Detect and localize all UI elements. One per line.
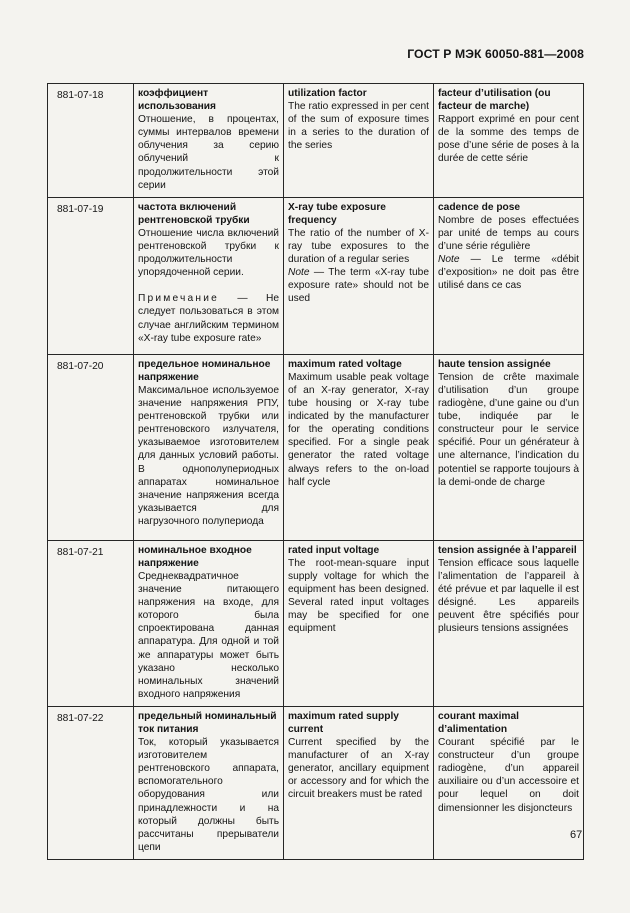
term-number: 881-07-21 <box>48 540 134 706</box>
english-definition: Maximum usable peak voltage of an X-ray generator, X-ray tube housing or X-ray tube indicated by the manufacturer for the operating conditions specified. For a single peak generator the rated voltage always refers to the on-load half cycle <box>288 371 429 488</box>
terms-table <box>47 83 584 860</box>
russian-definition: Ток, который указывается изготовителем рентгеновского аппарата, вспомогательного оборудования или принадлежности и на который должны быть рассчитаны прерыватели цепи <box>138 737 279 853</box>
french-definition: Tension efficace sous laquelle l’alimentation de l’appareil à été prévue et par laquelle il est désigné. Les appareils peuvent être spécifiés pour plusieurs tensions assignées <box>438 557 579 635</box>
russian-term: коэффициент использования <box>138 88 216 113</box>
russian-term: номинальное входное напряжение <box>138 544 252 569</box>
english-cell <box>284 706 434 859</box>
table-row <box>48 354 584 540</box>
french-term: cadence de pose <box>438 201 521 213</box>
french-term: haute tension assignée <box>438 358 551 370</box>
table-row <box>48 540 584 706</box>
russian-note-text: — Не следует пользоваться в этом случае английским термином «X-ray tube exposure rate» <box>138 293 279 344</box>
russian-cell <box>134 84 284 198</box>
french-definition: Courant spécifié par le constructeur d’un groupe radiogène, d’un appareil auxiliaire ou d’un accessoire et pour lequel on doit dimensionner les disjoncteurs <box>438 737 579 814</box>
english-cell <box>284 354 434 540</box>
table-row <box>48 706 584 859</box>
english-term: utilization factor <box>288 88 367 99</box>
term-number: 881-07-18 <box>48 84 134 198</box>
english-cell <box>284 540 434 706</box>
russian-term: предельное номинальное напряжение <box>138 358 271 383</box>
table-row <box>48 197 584 354</box>
french-cell <box>434 540 584 706</box>
term-number: 881-07-22 <box>48 706 134 859</box>
french-term: courant maximal d’alimentation <box>438 710 519 735</box>
english-definition: The root-mean-square input supply voltage for which the equipment has been designed. Several rated input voltages may be specified for one equipment <box>288 557 429 635</box>
english-definition: Current specified by the manufacturer of an X-ray generator, ancillary equipment or accessory and for which the circuit breakers must be rated <box>288 737 429 801</box>
french-note-text: — Le terme «débit d’exposition» ne doit pas être utilisé dans ce cas <box>438 254 579 292</box>
russian-definition: Отношение числа включений рентгеновской трубки к продолжительности упорядоченной серии. <box>138 227 279 279</box>
russian-cell <box>134 706 284 859</box>
english-note-text: — The term «X-ray tube exposure rate» should not be used <box>288 267 429 305</box>
french-cell <box>434 197 584 354</box>
term-number: 881-07-19 <box>48 197 134 354</box>
russian-definition: Отношение, в процентах, суммы интервалов времени облучения за серию облучений к продолжительности этой серии <box>138 114 279 191</box>
russian-term: предельный номинальный ток питания <box>138 710 277 735</box>
english-cell <box>284 197 434 354</box>
english-term: X-ray tube exposure frequency <box>288 201 386 226</box>
russian-note-label: Примечание <box>138 293 219 305</box>
russian-cell <box>134 540 284 706</box>
english-cell <box>284 84 434 198</box>
standard-header: ГОСТ Р МЭК 60050-881—2008 <box>407 47 584 61</box>
english-definition: The ratio of the number of X-ray tube exposures to the duration of a regular series <box>288 227 429 266</box>
french-term: tension assignée à l’appareil <box>438 544 577 556</box>
page-number: 67 <box>570 829 583 841</box>
french-note-label: Note <box>438 254 460 266</box>
russian-definition: Максимальное используемое значение напряжения РПУ, рентгеновской трубки или рентгеновского излучателя, указываемое изготовителем для данных условий работы. В однополупериодных аппаратах номинальное значение напряжения всегда указывается для нагрузочного полупериода <box>138 384 279 527</box>
table-row <box>48 84 584 198</box>
english-term: rated input voltage <box>288 544 380 556</box>
russian-cell <box>134 354 284 540</box>
french-term: facteur d’utilisation (ou facteur de marche) <box>438 88 551 113</box>
term-number: 881-07-20 <box>48 354 134 540</box>
french-cell <box>434 354 584 540</box>
french-definition: Tension de crête maximale d’utilisation d’un groupe radiogène, d’une gaine ou d’un tube, indiquée par le constructeur pour le service spécifié. Pour un générateur à une alternance, l’indication du potentiel se rapporte toujours à la demi-onde de charge <box>438 371 579 488</box>
english-term: maximum rated supply current <box>288 710 399 735</box>
english-term: maximum rated voltage <box>288 358 402 370</box>
english-note-label: Note <box>288 267 310 279</box>
french-cell <box>434 84 584 198</box>
french-definition: Nombre de poses effectuées par unité de temps au cours d’une série régulière <box>438 214 579 253</box>
french-cell <box>434 706 584 859</box>
english-definition: The ratio expressed in per cent of the sum of exposure times in a series to the duration of the series <box>288 101 429 152</box>
russian-cell <box>134 197 284 354</box>
russian-term: частота включений рентгеновской трубки <box>138 201 250 226</box>
french-definition: Rapport exprimé en pour cent de la somme des temps de pose d’une série de poses à la durée de cette série <box>438 114 579 165</box>
english-note <box>288 266 429 305</box>
french-note <box>438 253 579 292</box>
russian-definition: Среднеквадратичное значение питающего напряжения на входе, для которого была спроектирована данная аппаратура. Для одной и той же аппаратуры может быть указано несколько номинальных значений входного напряжения <box>138 570 279 700</box>
russian-note <box>138 292 279 344</box>
